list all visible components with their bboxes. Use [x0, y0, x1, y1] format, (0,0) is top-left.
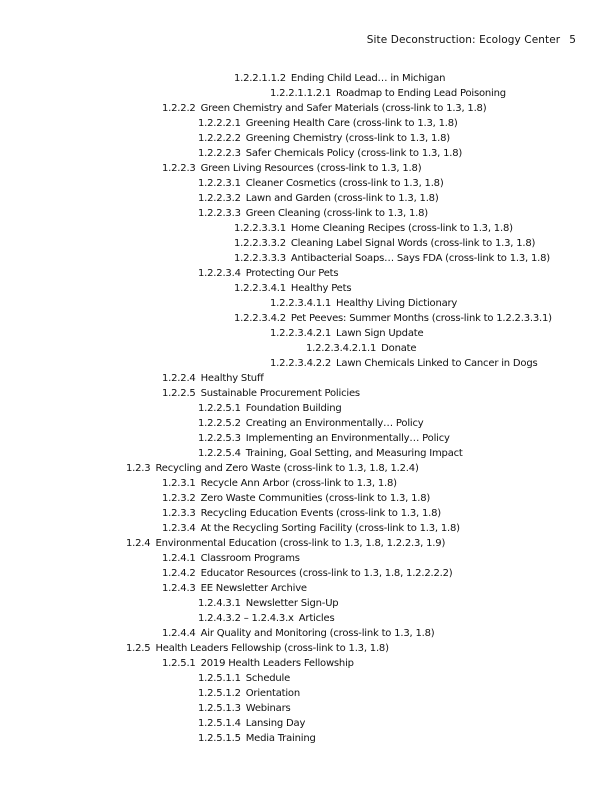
outline-item-number: 1.2.2.3.3.1 — [234, 223, 286, 234]
outline-item-title: EE Newsletter Archive — [200, 583, 307, 594]
outline-item-number: 1.2.2.3.3 — [198, 208, 241, 219]
outline-item-number: 1.2.2.3.3.3 — [234, 253, 286, 264]
outline-item-title: Roadmap to Ending Lead Poisoning — [336, 88, 506, 99]
outline-item — [0, 191, 612, 206]
outline-item-title: Ending Child Lead… in Michigan — [290, 73, 446, 84]
outline-item-title: Green Cleaning (cross-link to 1.3, 1.8) — [245, 208, 429, 219]
outline-item-number: 1.2.5.1.5 — [198, 733, 241, 744]
outline-item-number: 1.2.2.5.4 — [198, 448, 241, 459]
outline-item — [0, 86, 612, 101]
outline-item-number: 1.2.3.3 — [162, 508, 196, 519]
outline-item — [0, 491, 612, 506]
outline-item — [0, 116, 612, 131]
outline-item-title: Training, Goal Setting, and Measuring Impact — [245, 448, 463, 459]
outline-item-title: Lawn Sign Update — [336, 328, 424, 339]
outline-item — [0, 701, 612, 716]
outline-item-title: 2019 Health Leaders Fellowship — [200, 658, 354, 669]
outline-item-number: 1.2.2.5.3 — [198, 433, 241, 444]
outline-item — [0, 356, 612, 371]
outline-item-title: Articles — [298, 613, 335, 624]
outline-item-title: Environmental Education (cross-link to 1.3, 1.8, 1.2.2.3, 1.9) — [155, 538, 446, 549]
outline-item-title: Lawn and Garden (cross-link to 1.3, 1.8) — [245, 193, 439, 204]
outline-item-number: 1.2.2.4 — [162, 373, 196, 384]
outline-item-title: Lansing Day — [245, 718, 306, 729]
outline-item-title: Healthy Living Dictionary — [336, 298, 458, 309]
outline-item — [0, 461, 612, 476]
outline-item-title: Educator Resources (cross-link to 1.3, 1.8, 1.2.2.2.2) — [200, 568, 453, 579]
outline-item-number: 1.2.2.3.3.2 — [234, 238, 286, 249]
outline-item — [0, 581, 612, 596]
outline-item — [0, 551, 612, 566]
outline-item-number: 1.2.3.4 — [162, 523, 196, 534]
outline-item-title: Recycling and Zero Waste (cross-link to 1.3, 1.8, 1.2.4) — [155, 463, 419, 474]
outline-item-number: 1.2.2.2.3 — [198, 148, 241, 159]
outline-item-title: Greening Health Care (cross-link to 1.3, 1.8) — [245, 118, 458, 129]
outline-item — [0, 521, 612, 536]
outline-item-number: 1.2.2.1.1.2.1 — [270, 88, 332, 99]
outline-item — [0, 371, 612, 386]
outline-item-title: Cleaning Label Signal Words (cross-link to 1.3, 1.8) — [290, 238, 536, 249]
outline-item-number: 1.2.2.3.4.2 — [234, 313, 286, 324]
outline-item-number: 1.2.2.3.4 — [198, 268, 241, 279]
outline-item-title: Creating an Environmentally… Policy — [245, 418, 424, 429]
outline-item-number: 1.2.4 — [126, 538, 151, 549]
page-number: 5 — [569, 34, 576, 46]
outline-item-title: Webinars — [245, 703, 291, 714]
outline-item-number: 1.2.5.1.1 — [198, 673, 241, 684]
outline-item-number: 1.2.4.3.2 – 1.2.4.3.x — [198, 613, 294, 624]
outline-item — [0, 476, 612, 491]
outline-item-title: Health Leaders Fellowship (cross-link to 1.3, 1.8) — [155, 643, 389, 654]
outline-item — [0, 431, 612, 446]
outline-item-title: Recycle Ann Arbor (cross-link to 1.3, 1.8) — [200, 478, 397, 489]
document-title: Site Deconstruction: Ecology Center — [366, 34, 561, 46]
outline-item — [0, 146, 612, 161]
outline-item — [0, 221, 612, 236]
outline-item-title: At the Recycling Sorting Facility (cross-link to 1.3, 1.8) — [200, 523, 460, 534]
outline-item-title: Implementing an Environmentally… Policy — [245, 433, 450, 444]
outline-item-number: 1.2.2.3.2 — [198, 193, 241, 204]
outline-item — [0, 131, 612, 146]
outline-item-title: Protecting Our Pets — [245, 268, 339, 279]
outline-item-number: 1.2.2.3.4.1 — [234, 283, 286, 294]
outline-item — [0, 656, 612, 671]
outline-item-title: Lawn Chemicals Linked to Cancer in Dogs — [336, 358, 538, 369]
outline-item — [0, 176, 612, 191]
outline-item — [0, 296, 612, 311]
outline-item — [0, 206, 612, 221]
outline-item-number: 1.2.4.3.1 — [198, 598, 241, 609]
outline-item — [0, 386, 612, 401]
outline-item-title: Newsletter Sign-Up — [245, 598, 339, 609]
outline-item — [0, 536, 612, 551]
outline-item — [0, 161, 612, 176]
outline-item-title: Recycling Education Events (cross-link to 1.3, 1.8) — [200, 508, 441, 519]
outline-item-title: Donate — [381, 343, 417, 354]
outline-item-title: Classroom Programs — [200, 553, 300, 564]
outline-item — [0, 71, 612, 86]
outline-item — [0, 671, 612, 686]
outline-item-title: Green Living Resources (cross-link to 1.3, 1.8) — [200, 163, 422, 174]
outline-item — [0, 326, 612, 341]
outline-item-number: 1.2.5.1.2 — [198, 688, 241, 699]
page-header — [367, 34, 576, 46]
outline-item-number: 1.2.5 — [126, 643, 151, 654]
outline-item-title: Media Training — [245, 733, 316, 744]
outline-item-number: 1.2.4.2 — [162, 568, 196, 579]
outline-item-number: 1.2.2.3.4.2.1.1 — [306, 343, 377, 354]
outline-item-title: Antibacterial Soaps… Says FDA (cross-link to 1.3, 1.8) — [290, 253, 550, 264]
outline-item — [0, 731, 612, 746]
outline-item-title: Foundation Building — [245, 403, 342, 414]
outline-item — [0, 506, 612, 521]
outline-item-number: 1.2.2.5.2 — [198, 418, 241, 429]
outline-item-title: Zero Waste Communities (cross-link to 1.3, 1.8) — [200, 493, 431, 504]
outline-item — [0, 101, 612, 116]
outline-item-number: 1.2.2.5 — [162, 388, 196, 399]
outline-item-title: Orientation — [245, 688, 300, 699]
outline-item — [0, 281, 612, 296]
outline-item-title: Pet Peeves: Summer Months (cross-link to 1.2.2.3.3.1) — [290, 313, 552, 324]
outline-item-number: 1.2.2.2.2 — [198, 133, 241, 144]
outline-item — [0, 401, 612, 416]
outline-item — [0, 626, 612, 641]
outline-item — [0, 596, 612, 611]
outline-item-number: 1.2.2.3.4.2.1 — [270, 328, 332, 339]
outline-item-number: 1.2.5.1.4 — [198, 718, 241, 729]
outline-item — [0, 266, 612, 281]
outline-item-title: Cleaner Cosmetics (cross-link to 1.3, 1.8) — [245, 178, 444, 189]
outline-item — [0, 566, 612, 581]
outline-item — [0, 251, 612, 266]
outline-item — [0, 416, 612, 431]
outline-item-title: Home Cleaning Recipes (cross-link to 1.3, 1.8) — [290, 223, 513, 234]
outline-item-title: Safer Chemicals Policy (cross-link to 1.3, 1.8) — [245, 148, 463, 159]
outline-item-title: Healthy Pets — [290, 283, 352, 294]
outline-item-number: 1.2.4.1 — [162, 553, 196, 564]
site-outline — [0, 71, 612, 746]
outline-item — [0, 311, 612, 326]
outline-item-title: Healthy Stuff — [200, 373, 264, 384]
outline-item — [0, 236, 612, 251]
outline-item-number: 1.2.2.2 — [162, 103, 196, 114]
outline-item — [0, 611, 612, 626]
outline-item-number: 1.2.5.1 — [162, 658, 196, 669]
outline-item-number: 1.2.3 — [126, 463, 151, 474]
outline-item-number: 1.2.2.3.1 — [198, 178, 241, 189]
outline-item-title: Sustainable Procurement Policies — [200, 388, 360, 399]
outline-item-number: 1.2.5.1.3 — [198, 703, 241, 714]
outline-item-title: Air Quality and Monitoring (cross-link to 1.3, 1.8) — [200, 628, 435, 639]
outline-item-number: 1.2.4.3 — [162, 583, 196, 594]
outline-item-number: 1.2.4.4 — [162, 628, 196, 639]
outline-item — [0, 716, 612, 731]
outline-item — [0, 641, 612, 656]
outline-item-number: 1.2.3.2 — [162, 493, 196, 504]
outline-item-number: 1.2.2.5.1 — [198, 403, 241, 414]
outline-item-title: Greening Chemistry (cross-link to 1.3, 1.8) — [245, 133, 450, 144]
outline-item-number: 1.2.2.3 — [162, 163, 196, 174]
outline-item-number: 1.2.2.1.1.2 — [234, 73, 286, 84]
outline-item-number: 1.2.2.2.1 — [198, 118, 241, 129]
outline-item-number: 1.2.2.3.4.1.1 — [270, 298, 332, 309]
outline-item-title: Schedule — [245, 673, 291, 684]
outline-item — [0, 341, 612, 356]
outline-item-number: 1.2.2.3.4.2.2 — [270, 358, 332, 369]
outline-item — [0, 686, 612, 701]
outline-item — [0, 446, 612, 461]
outline-item-number: 1.2.3.1 — [162, 478, 196, 489]
outline-item-title: Green Chemistry and Safer Materials (cross-link to 1.3, 1.8) — [200, 103, 487, 114]
